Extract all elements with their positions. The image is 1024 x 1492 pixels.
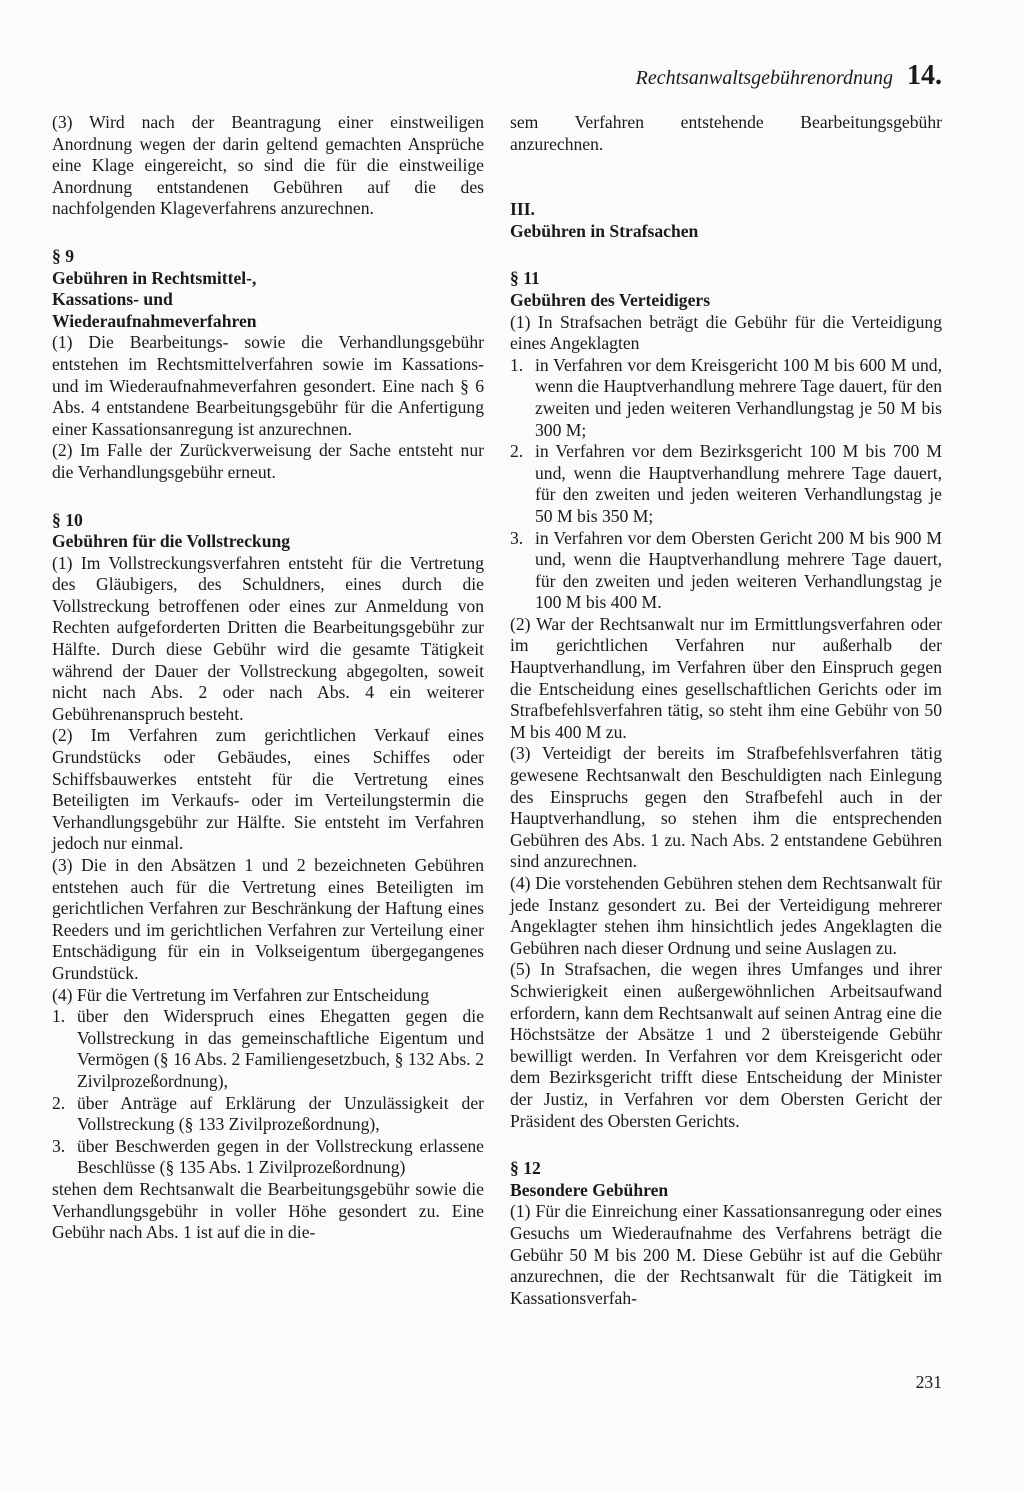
chapter-number: 14.	[907, 60, 942, 91]
section-10-title: Gebühren für die Vollstreckung	[52, 531, 291, 552]
list-item-text: in Verfahren vor dem Bezirksgericht 100 M bis 700 M und, wenn die Hauptverhandlung mehrere Tage dauert, für den zweiten und jeden weiteren Verhandlungstag je 50 M bis 350 M;	[535, 441, 942, 526]
section-10-paragraph-4-end: stehen dem Rechtsanwalt die Bearbeitungsgebühr sowie die Verhandlungsgebühr in voller Höhe gesondert zu. Eine Gebühr nach Abs. 1 ist auf die in die-	[52, 1178, 484, 1243]
list-item-number: 2.	[510, 441, 524, 462]
list-item-number: 3.	[52, 1135, 66, 1156]
list-item	[510, 441, 942, 527]
right-column	[510, 112, 942, 1309]
section-11-title: Gebühren des Verteidigers	[510, 289, 711, 310]
part-title: Gebühren in Strafsachen	[510, 220, 699, 241]
running-title: Rechtsanwaltsgebührenordnung	[635, 67, 893, 89]
list-item-number: 2.	[52, 1092, 66, 1113]
section-11-paragraph-4: (4) Die vorstehenden Gebühren stehen dem Rechtsanwalt für jede Instanz gesondert zu. Bei der Verteidigung mehrerer Angeklagter stehen ihm hinsichtlich jedes Angeklagten die Gebühren nach dieser Ordnung und seine Auslagen zu.	[510, 873, 942, 958]
section-9-paragraph-2: (2) Im Falle der Zurückverweisung der Sache entsteht nur die Verhandlungsgebühr erneut.	[52, 440, 484, 482]
section-9-title-line3: Wiederaufnahmeverfahren	[52, 310, 257, 331]
section-11-paragraph-1: (1) In Strafsachen beträgt die Gebühr für die Verteidigung eines Angeklagten	[510, 311, 942, 354]
section-10-paragraph-1: (1) Im Vollstreckungsverfahren entsteht für die Vertretung des Gläubigers, des Schuldners, eines durch die Vollstreckung betroffenen oder eines zur Anmeldung von Rechten aufgeforderten Dritten die Bearbeitungsgebühr zur Hälfte. Durch diese Gebühr wird die gesamte Tätigkeit während der Dauer der Vollstreckung abgegolten, soweit nicht nach Abs. 2 oder nach Abs. 4 ein weiterer Gebührenanspruch besteht.	[52, 552, 484, 724]
section-10-number: § 10	[52, 509, 83, 530]
list-item-number: 1.	[52, 1006, 66, 1027]
section-12-number: § 12	[510, 1158, 541, 1179]
section-11-list	[510, 355, 942, 614]
part-number: III.	[510, 199, 535, 220]
section-10-paragraph-3: (3) Die in den Absätzen 1 und 2 bezeichneten Gebühren entstehen auch für die Vertretung eines Beteiligten im gerichtlichen Verfahren zur Beschränkung der Haftung eines Reeders und im gerichtlichen Verfahren zur Verteilung einer Entschädigung für ein in Volkseigentum übergegangenes Grundstück.	[52, 855, 484, 983]
page-number: 231	[915, 1372, 942, 1392]
list-item-text: über Beschwerden gegen in der Vollstreckung erlassene Beschlüsse (§ 135 Abs. 1 Zivilprozeßordnung)	[77, 1135, 484, 1178]
section-12-paragraph-1: (1) Für die Einreichung einer Kassationsanregung oder eines Gesuchs um Wiederaufnahme des Verfahrens beträgt die Gebühr 50 M bis 200 M. Diese Gebühr ist auf die Gebühr anzurechnen, die der Rechtsanwalt für die Tätigkeit im Kassationsverfah-	[510, 1201, 942, 1308]
list-item-text: über Anträge auf Erklärung der Unzulässigkeit der Vollstreckung (§ 133 Zivilprozeßordnung),	[77, 1092, 484, 1135]
left-column	[52, 112, 484, 1244]
section-11-paragraph-2: (2) War der Rechtsanwalt nur im Ermittlungsverfahren oder im gerichtlichen Verfahren nur außerhalb der Hauptverhandlung, im Verfahren über den Einspruch gegen die Entscheidung eines gesellschaftlichen Gerichts oder im Strafbefehlsverfahren tätig, so steht ihm eine Gebühr von 50 M bis 400 M zu.	[510, 613, 942, 742]
paragraph-s8-3: (3) Wird nach der Beantragung einer einstweiligen Anordnung wegen der darin geltend gemachten Ansprüche eine Klage eingereicht, so sind die für die einstweilige Anordnung entstandenen Gebühren auf die des nachfolgenden Klageverfahrens anzurechnen.	[52, 112, 484, 219]
section-11-paragraph-5: (5) In Strafsachen, die wegen ihres Umfanges und ihrer Schwierigkeit einen außergewöhnlichen Arbeitsaufwand erfordern, kann dem Rechtsanwalt auf seinen Antrag eine die Höchstsätze der Absätze 1 und 2 übersteigende Gebühr bewilligt werden. In Verfahren vor dem Kreisgericht oder dem Bezirksgericht trifft diese Entscheidung der Minister der Justiz, in Verfahren vor dem Obersten Gericht der Präsident des Obersten Gerichts.	[510, 959, 942, 1131]
section-12-title: Besondere Gebühren	[510, 1179, 669, 1200]
list-item-text: in Verfahren vor dem Obersten Gericht 200 M bis 900 M und, wenn die Hauptverhandlung mehrere Tage dauert, für den zweiten und jeden weiteren Verhandlungstag je 100 M bis 400 M.	[535, 527, 942, 613]
section-9-paragraph-1: (1) Die Bearbeitungs- sowie die Verhandlungsgebühr entstehen im Rechtsmittelverfahren sowie im Kassations- und im Wiederaufnahmeverfahren gesondert. Eine nach § 6 Abs. 4 entstandene Bearbeitungsgebühr für die Anfertigung einer Kassationsanregung ist anzurechnen.	[52, 332, 484, 439]
section-10-paragraph-4: (4) Für die Vertretung im Verfahren zur Entscheidung	[52, 984, 430, 1005]
section-9-number: § 9	[52, 245, 74, 266]
section-11-number: § 11	[510, 268, 540, 289]
section-10-paragraph-2: (2) Im Verfahren zum gerichtlichen Verkauf eines Grundstücks oder Gebäudes, eines Schiffes oder Schiffsbauwerkes entsteht für die Vertretung eines Beteiligten im Verkaufs- oder im Verteilungstermin die Verhandlungsgebühr zur Hälfte. Sie entsteht im Verfahren jedoch nur einmal.	[52, 725, 484, 854]
section-10-list	[52, 1006, 484, 1179]
list-item	[52, 1006, 484, 1092]
list-item-number: 3.	[510, 527, 524, 548]
list-item-text: in Verfahren vor dem Kreisgericht 100 M bis 600 M und, wenn die Hauptverhandlung mehrere Tage dauert, für den zweiten und jeden weiteren Verhandlungstag je 50 M bis 300 M;	[535, 354, 942, 440]
continuation-text: sem Verfahren entstehende Bearbeitungsgebühr anzurechnen.	[510, 112, 942, 154]
list-item	[510, 355, 942, 441]
section-9-title-line1: Gebühren in Rechtsmittel-,	[52, 267, 257, 288]
list-item	[510, 528, 942, 614]
page-header	[636, 60, 942, 92]
list-item-number: 1.	[510, 354, 524, 375]
list-item	[52, 1093, 484, 1136]
section-9-title-line2: Kassations- und	[52, 289, 173, 310]
list-item-text: über den Widerspruch eines Ehegatten gegen die Vollstreckung in das gemeinschaftliche Eigentum und Vermögen (§ 16 Abs. 2 Familiengesetzbuch, § 132 Abs. 2 Zivilprozeßordnung),	[77, 1006, 484, 1091]
section-11-paragraph-3: (3) Verteidigt der bereits im Strafbefehlsverfahren tätig gewesene Rechtsanwalt den Beschuldigten nach Einlegung des Einspruchs gegen den Strafbefehl auch in der Hauptverhandlung, so stehen ihm die entsprechenden Gebühren des Abs. 1 zu. Nach Abs. 2 entstandene Gebühren sind anzurechnen.	[510, 743, 942, 872]
list-item	[52, 1136, 484, 1179]
